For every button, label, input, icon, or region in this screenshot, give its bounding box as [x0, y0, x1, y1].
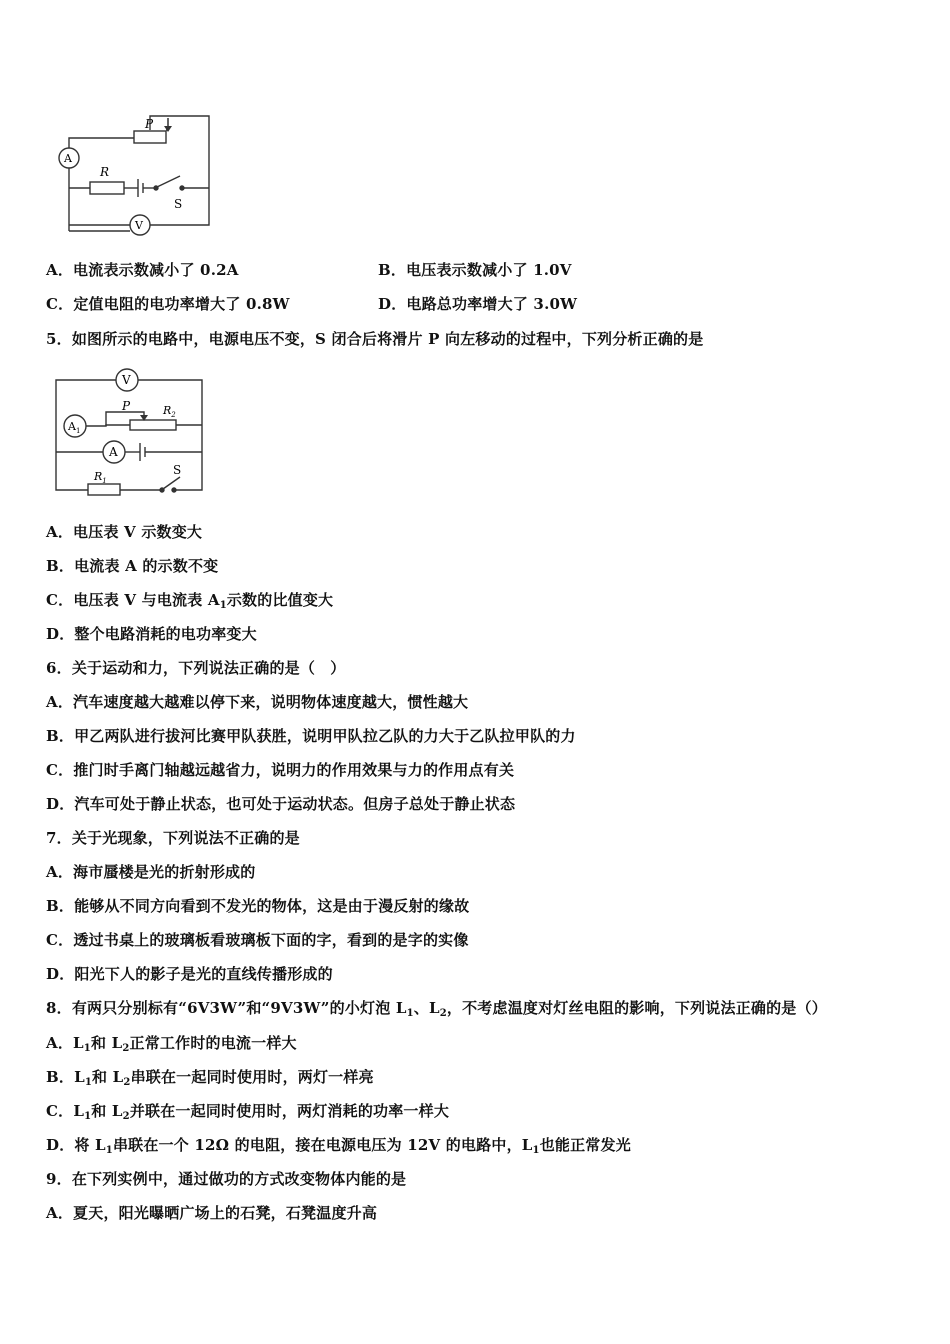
q6-stem: 6．关于运动和力，下列说法正确的是（ ） — [46, 659, 346, 677]
label-v: V — [135, 219, 143, 232]
q6-option-d: D．汽车可处于静止状态，也可处于运动状态。但房子总处于静止状态 — [46, 795, 516, 813]
switch-s — [157, 176, 180, 187]
label-r: R — [100, 165, 110, 179]
label-r1: $R_1$ — [94, 470, 107, 485]
q4-option-d: D．电路总功率增大了 3.0W — [378, 295, 578, 313]
rheostat-r2 — [130, 420, 176, 430]
q7-stem: 7．关于光现象，下列说法不正确的是 — [46, 829, 300, 847]
q8-option-a: A．$L_1$和 $L_2$正常工作时的电流一样大 — [46, 1034, 297, 1054]
label-p: P — [145, 117, 154, 131]
circuit-diagram-q4 — [50, 108, 220, 240]
q8-option-c: C．$L_1$和 $L_2$并联在一起同时使用时，两灯消耗的功率一样大 — [46, 1102, 450, 1122]
label-v: V — [122, 373, 131, 387]
q8-stem: 8．有两只分别标有“6V3W”和“9V3W”的小灯泡 $L_1$、$L_2$，不考虑温度对灯丝电阻的影响，下列说法正确的是（） — [46, 999, 827, 1019]
q4-option-c: C．定值电阻的电功率增大了 0.8W — [46, 295, 290, 313]
q6-option-c: C．推门时手离门轴越远越省力，说明力的作用效果与力的作用点有关 — [46, 761, 515, 779]
q4-option-b: B．电压表示数减小了 1.0V — [378, 261, 572, 279]
q7-option-c: C．透过书桌上的玻璃板看玻璃板下面的字，看到的是字的实像 — [46, 931, 469, 949]
label-r2: $R_2$ — [163, 404, 176, 419]
q8-option-d: D．将 $L_1$串联在一个 12Ω 的电阻，接在电源电压为 12V 的电路中，$L_1$也能正常发光 — [46, 1136, 631, 1156]
label-s: S — [174, 197, 183, 211]
q7-option-b: B．能够从不同方向看到不发光的物体，这是由于漫反射的缘故 — [46, 897, 470, 915]
circuit-diagram-q5 — [48, 364, 218, 496]
switch-s — [163, 477, 180, 489]
q6-option-b: B．甲乙两队进行拔河比赛甲队获胜，说明甲队拉乙队的力大于乙队拉甲队的力 — [46, 727, 576, 745]
q5-option-c: C．电压表 V 与电流表 $A_1$示数的比值变大 — [46, 591, 334, 611]
q8-option-b: B．$L_1$和 $L_2$串联在一起同时使用时，两灯一样亮 — [46, 1068, 374, 1088]
rheostat-p — [134, 131, 166, 143]
q7-option-a: A．海市蜃楼是光的折射形成的 — [46, 863, 256, 881]
q7-option-d: D．阳光下人的影子是光的直线传播形成的 — [46, 965, 333, 983]
q5-option-b: B．电流表 A 的示数不变 — [46, 557, 219, 575]
q5-stem: 5．如图所示的电路中，电源电压不变，S 闭合后将滑片 P 向左移动的过程中，下列分析正确的是 — [46, 330, 704, 348]
wire-top-right — [150, 116, 209, 188]
label-a1: $A_1$ — [68, 420, 81, 435]
q5-option-d: D．整个电路消耗的电功率变大 — [46, 625, 257, 643]
resistor-r1 — [88, 484, 120, 495]
q9-option-a: A．夏天，阳光曝晒广场上的石凳，石凳温度升高 — [46, 1204, 378, 1222]
resistor-r — [90, 182, 124, 194]
label-a: A — [109, 445, 118, 459]
q4-option-a: A．电流表示数减小了 0.2A — [46, 261, 239, 279]
label-s: S — [173, 463, 182, 477]
q6-option-a: A．汽车速度越大越难以停下来，说明物体速度越大，惯性越大 — [46, 693, 469, 711]
q5-option-a: A．电压表 V 示数变大 — [46, 523, 203, 541]
wire-outer-top — [56, 380, 116, 426]
label-a: A — [64, 152, 72, 165]
q9-stem: 9．在下列实例中，通过做功的方式改变物体内能的是 — [46, 1170, 407, 1188]
label-p: P — [122, 399, 131, 413]
